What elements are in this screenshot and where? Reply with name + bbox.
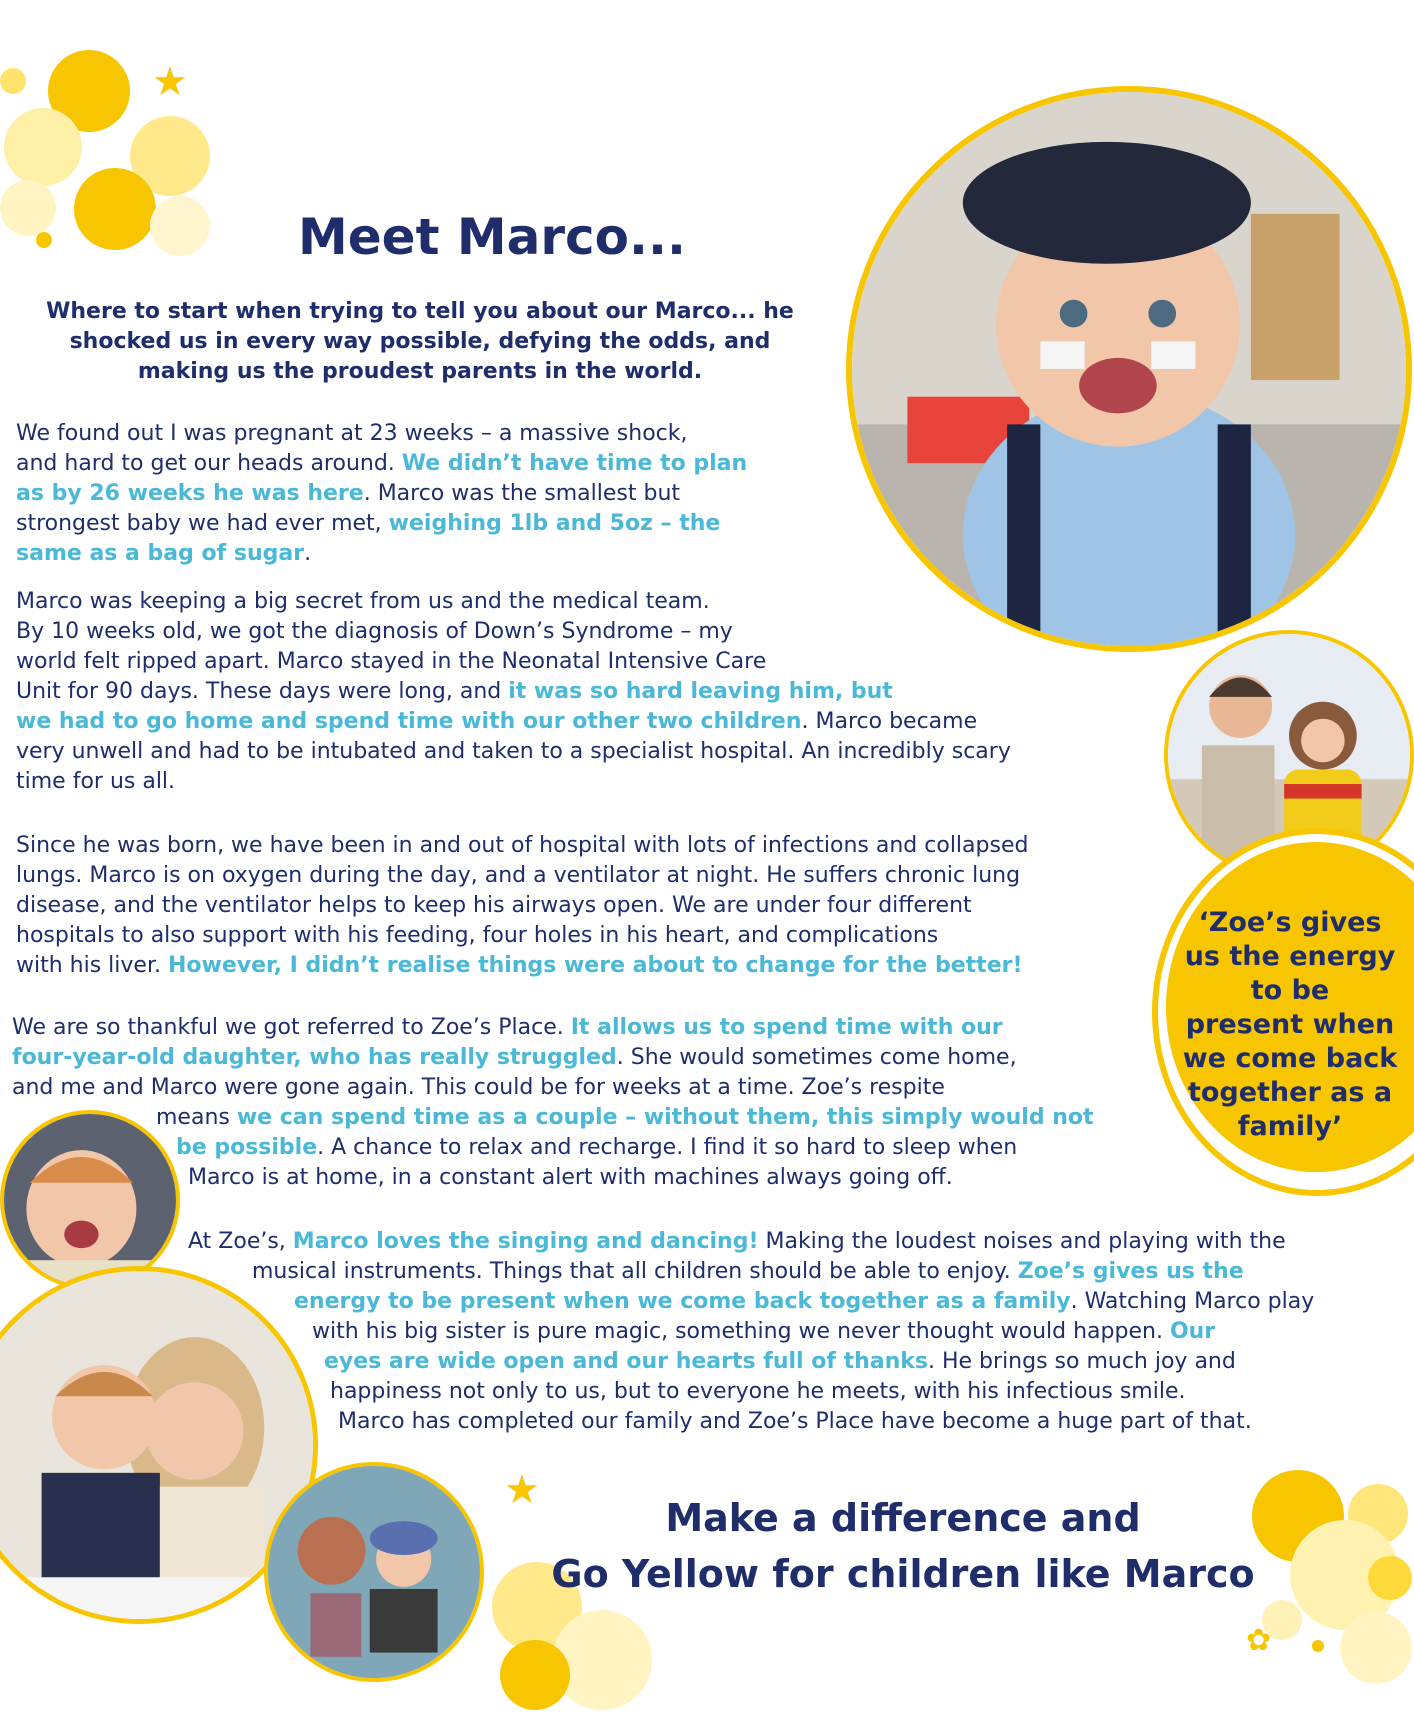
paragraph-line xyxy=(188,1407,1314,1437)
highlight-text: Our xyxy=(1169,1319,1216,1344)
star-icon: ★ xyxy=(504,1467,540,1513)
pull-quote xyxy=(1166,906,1414,1144)
paragraph-line xyxy=(16,921,1028,951)
paragraph-line xyxy=(16,951,1028,981)
paragraph-line xyxy=(12,1103,1094,1133)
quote-line: ‘Zoe’s gives xyxy=(1198,907,1382,938)
highlight-text: energy to be present when we come back together as a family xyxy=(294,1289,1071,1314)
body-text: happiness not only to us, but to everyone he meets, with his infectious smile. xyxy=(330,1379,1186,1404)
highlight-text: as by 26 weeks he was here xyxy=(16,481,364,506)
body-text: We are so thankful we got referred to Zoe’s Place. xyxy=(12,1015,571,1040)
highlight-text: We didn’t have time to plan xyxy=(401,451,748,476)
paragraph-line xyxy=(12,1043,1094,1073)
paragraph-line xyxy=(188,1287,1314,1317)
decor-bubble xyxy=(1340,1612,1412,1684)
intro-text xyxy=(20,297,820,387)
body-text: . Watching Marco play xyxy=(1070,1289,1315,1314)
body-text: Since he was born, we have been in and out of hospital with lots of infections and collapsed xyxy=(16,833,1029,858)
quote-line: present when xyxy=(1185,1009,1395,1040)
paragraph-line xyxy=(12,1013,1094,1043)
intro-line: making us the proudest parents in the world. xyxy=(137,359,703,384)
body-text: Marco is at home, in a constant alert with machines always going off. xyxy=(188,1165,953,1190)
body-text: Unit for 90 days. These days were long, and xyxy=(16,679,509,704)
paragraph-line xyxy=(188,1227,1314,1257)
highlight-text: eyes are wide open and our hearts full of thanks xyxy=(324,1349,928,1374)
paragraph-1 xyxy=(16,419,747,569)
body-text: means xyxy=(156,1105,237,1130)
highlight-text: we had to go home and spend time with our other two children xyxy=(16,709,802,734)
decor-bubble xyxy=(500,1640,570,1710)
paragraph-4 xyxy=(12,1013,1094,1193)
paragraph-line xyxy=(188,1317,1314,1347)
body-text: Marco has completed our family and Zoe’s Place have become a huge part of that. xyxy=(338,1409,1252,1434)
body-text: lungs. Marco is on oxygen during the day, and a ventilator at night. He suffers chronic lung xyxy=(16,863,1021,888)
body-text: world felt ripped apart. Marco stayed in the Neonatal Intensive Care xyxy=(16,649,767,674)
cta-line: Make a difference and xyxy=(665,1496,1141,1540)
decor-bubble xyxy=(1312,1640,1324,1652)
body-text: We found out I was pregnant at 23 weeks – a massive shock, xyxy=(16,421,688,446)
decor-bubble xyxy=(4,108,82,186)
body-text: and hard to get our heads around. xyxy=(16,451,402,476)
paragraph-2 xyxy=(16,587,1011,797)
body-text: . He brings so much joy and xyxy=(928,1349,1236,1374)
body-text: with his big sister is pure magic, something we never thought would happen. xyxy=(312,1319,1170,1344)
paragraph-line xyxy=(16,539,747,569)
paragraph-line xyxy=(16,831,1028,861)
body-text: By 10 weeks old, we got the diagnosis of Down’s Syndrome – my xyxy=(16,619,733,644)
decor-bubble xyxy=(150,196,210,256)
quote-line: family’ xyxy=(1237,1111,1343,1142)
paragraph-line xyxy=(16,587,1011,617)
highlight-text: weighing 1lb and 5oz – the xyxy=(388,511,721,536)
paragraph-3 xyxy=(16,831,1028,981)
paragraph-line xyxy=(16,707,1011,737)
call-to-action xyxy=(488,1490,1318,1602)
body-text: Making the loudest noises and playing with the xyxy=(758,1229,1286,1254)
paragraph-line xyxy=(16,419,747,449)
paragraph-line xyxy=(16,767,1011,797)
highlight-text: Marco loves the singing and dancing! xyxy=(292,1229,759,1254)
decor-bubble xyxy=(36,232,52,248)
paragraph-line xyxy=(16,861,1028,891)
quote-line: us the energy xyxy=(1184,941,1396,972)
decor-bubble xyxy=(1368,1556,1412,1600)
body-text: . She would sometimes come home, xyxy=(616,1045,1017,1070)
intro-line: Where to start when trying to tell you about our Marco... he xyxy=(46,299,794,324)
body-text: . Marco became xyxy=(801,709,978,734)
photo-marco-in-pushchair xyxy=(264,1462,484,1682)
paragraph-line xyxy=(16,647,1011,677)
flower-icon: ✿ xyxy=(1246,1623,1272,1658)
quote-line: we come back xyxy=(1182,1043,1398,1074)
cta-line: Go Yellow for children like Marco xyxy=(551,1552,1255,1596)
paragraph-5 xyxy=(188,1227,1314,1437)
body-text: disease, and the ventilator helps to keep his airways open. We are under four different xyxy=(16,893,972,918)
body-text: At Zoe’s, xyxy=(188,1229,293,1254)
decor-bubble xyxy=(0,180,56,236)
body-text: Marco was keeping a big secret from us and the medical team. xyxy=(16,589,710,614)
paragraph-line xyxy=(188,1347,1314,1377)
highlight-text: It allows us to spend time with our xyxy=(570,1015,1003,1040)
decor-bubble xyxy=(74,168,156,250)
decor-bubble xyxy=(0,68,26,94)
quote-line: to be xyxy=(1250,975,1330,1006)
highlight-text: four-year-old daughter, who has really struggled xyxy=(12,1045,617,1070)
intro-line: shocked us in every way possible, defying the odds, and xyxy=(69,329,771,354)
highlight-text: be possible xyxy=(176,1135,318,1160)
body-text: . Marco was the smallest but xyxy=(363,481,681,506)
paragraph-line xyxy=(16,449,747,479)
paragraph-line xyxy=(188,1257,1314,1287)
paragraph-line xyxy=(16,891,1028,921)
highlight-text: same as a bag of sugar xyxy=(16,541,305,566)
body-text: with his liver. xyxy=(16,953,168,978)
highlight-text: However, I didn’t realise things were about to change for the better! xyxy=(167,953,1023,978)
paragraph-line xyxy=(12,1133,1094,1163)
page-title: Meet Marco... xyxy=(298,208,687,266)
body-text: very unwell and had to be intubated and taken to a specialist hospital. An incredibly scary xyxy=(16,739,1011,764)
body-text: and me and Marco were gone again. This could be for weeks at a time. Zoe’s respite xyxy=(12,1075,945,1100)
paragraph-line xyxy=(16,617,1011,647)
highlight-text: we can spend time as a couple – without them, this simply would not xyxy=(236,1105,1094,1130)
star-icon: ★ xyxy=(152,59,188,105)
body-text: time for us all. xyxy=(16,769,176,794)
body-text: musical instruments. Things that all children should be able to enjoy. xyxy=(252,1259,1018,1284)
paragraph-line xyxy=(16,677,1011,707)
body-text: hospitals to also support with his feeding, four holes in his heart, and complications xyxy=(16,923,939,948)
body-text: . xyxy=(304,541,312,566)
quote-line: together as a xyxy=(1187,1077,1393,1108)
paragraph-line xyxy=(16,737,1011,767)
body-text: strongest baby we had ever met, xyxy=(16,511,389,536)
paragraph-line xyxy=(188,1377,1314,1407)
body-text: . A chance to relax and recharge. I find it so hard to sleep when xyxy=(317,1135,1018,1160)
photo-marco-cap xyxy=(846,86,1412,652)
paragraph-line xyxy=(16,479,747,509)
photo-marco-smiling xyxy=(0,1110,180,1290)
paragraph-line xyxy=(16,509,747,539)
highlight-text: Zoe’s gives us the xyxy=(1017,1259,1244,1284)
paragraph-line xyxy=(12,1073,1094,1103)
highlight-text: it was so hard leaving him, but xyxy=(508,679,893,704)
